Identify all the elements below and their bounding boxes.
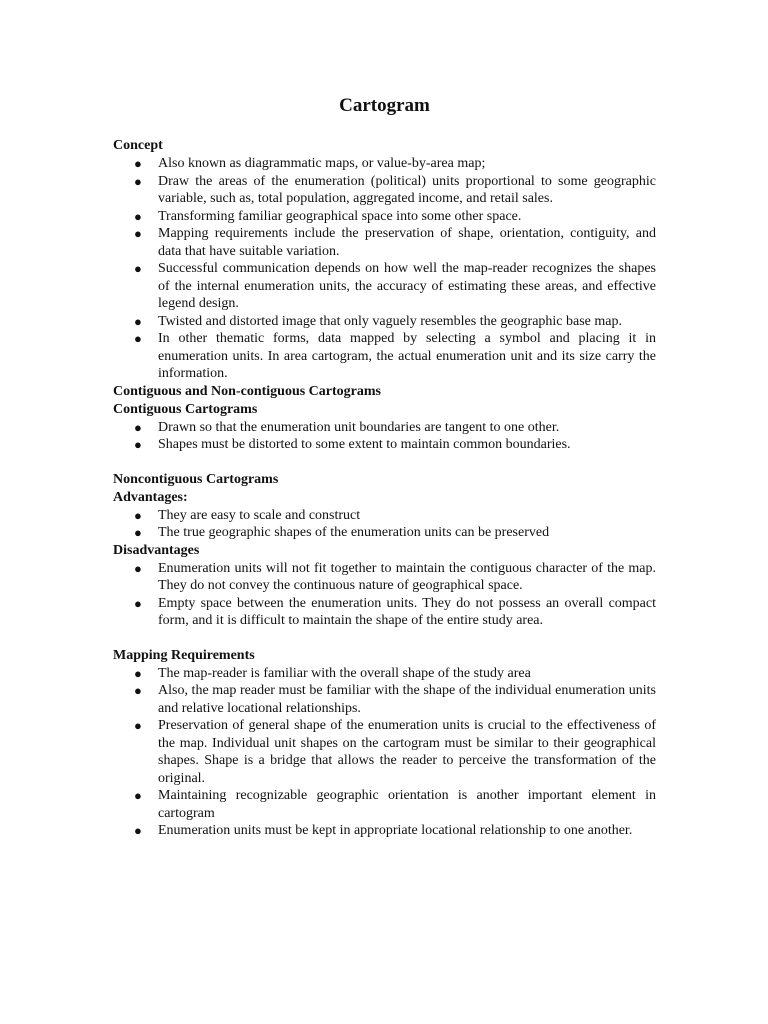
bullet-icon: ● xyxy=(134,788,142,803)
mapping-requirements-list xyxy=(113,665,656,840)
concept-list xyxy=(113,155,656,383)
list-item: ● Empty space between the enumeration units. They do not possess an overall compact form, and it is difficult to maintain the shape of the entire study area. xyxy=(134,595,656,628)
bullet-icon: ● xyxy=(134,665,142,681)
heading-disadvantages: Disadvantages xyxy=(113,542,200,558)
list-item: ● Maintaining recognizable geographic orientation is another important element in cartogram xyxy=(134,788,656,821)
bullet-icon: ● xyxy=(134,507,142,523)
heading-advantages: Advantages: xyxy=(113,489,188,505)
bullet-icon: ● xyxy=(134,331,142,346)
bullet-icon: ● xyxy=(134,683,142,698)
list-item: ● Enumeration units will not fit together to maintain the contiguous character of the map. They do not convey the continuous nature of geographical space. xyxy=(134,560,656,593)
section-gap xyxy=(113,630,656,647)
section-gap xyxy=(113,454,656,471)
list-item: ● Successful communication depends on how well the map-reader recognizes the shapes of the internal enumeration units, the accuracy of estimating these areas, and effective legend design. xyxy=(134,261,656,311)
document-title: Cartogram xyxy=(339,95,430,116)
list-item: ● They are easy to scale and construct xyxy=(134,507,361,523)
list-item: ● Draw the areas of the enumeration (political) units proportional to some geographic variable, such as, total population, aggregated income, and retail sales. xyxy=(134,173,656,206)
heading-mapping-requirements: Mapping Requirements xyxy=(113,647,255,663)
list-item: ● The true geographic shapes of the enumeration units can be preserved xyxy=(134,525,550,540)
bullet-icon: ● xyxy=(134,156,142,171)
heading-contiguous-cartograms: Contiguous Cartograms xyxy=(113,401,258,417)
list-item: ● Drawn so that the enumeration unit boundaries are tangent to one other. xyxy=(134,419,560,435)
list-item: ● Twisted and distorted image that only vaguely resembles the geographic base map. xyxy=(134,313,622,329)
list-item: ● Also, the map reader must be familiar with the shape of the individual enumeration units and relative locational relationships. xyxy=(134,683,656,716)
list-item: ● Preservation of general shape of the enumeration units is crucial to the effectiveness of the map. Individual unit shapes on the cartogram must be similar to their geographical shapes. Shape is a bridge that allows the reader to perceive the transformation of the original. xyxy=(134,718,656,786)
list-item: ● Also known as diagrammatic maps, or value-by-area map; xyxy=(134,156,486,171)
bullet-icon: ● xyxy=(134,261,142,276)
list-item: ● Enumeration units must be kept in appropriate locational relationship to one another. xyxy=(134,823,633,838)
list-item: ● Mapping requirements include the preservation of shape, orientation, contiguity, and data that have suitable variation. xyxy=(134,226,656,259)
list-item: ● Transforming familiar geographical space into some other space. xyxy=(134,208,522,224)
bullet-icon: ● xyxy=(134,419,142,435)
bullet-icon: ● xyxy=(134,173,142,189)
list-item: ● The map-reader is familiar with the overall shape of the study area xyxy=(134,665,531,681)
contiguous-list xyxy=(113,419,656,454)
bullet-icon: ● xyxy=(134,595,142,611)
bullet-icon: ● xyxy=(134,226,142,241)
bullet-icon: ● xyxy=(134,208,142,224)
bullet-icon: ● xyxy=(134,313,142,329)
bullet-icon: ● xyxy=(134,823,142,838)
disadvantages-list xyxy=(113,560,656,630)
heading-contiguous-and-noncontiguous: Contiguous and Non-contiguous Cartograms xyxy=(113,383,381,399)
list-item: ● Shapes must be distorted to some extent to maintain common boundaries. xyxy=(134,437,571,452)
heading-noncontiguous-cartograms: Noncontiguous Cartograms xyxy=(113,471,279,487)
bullet-icon: ● xyxy=(134,560,142,576)
heading-concept: Concept xyxy=(113,138,163,153)
list-item: ● In other thematic forms, data mapped by selecting a symbol and placing it in enumeration units. In area cartogram, the actual enumeration unit and its size carry the information. xyxy=(134,331,656,381)
bullet-icon: ● xyxy=(134,525,142,540)
advantages-list xyxy=(113,507,656,542)
bullet-icon: ● xyxy=(134,718,142,733)
bullet-icon: ● xyxy=(134,437,142,452)
